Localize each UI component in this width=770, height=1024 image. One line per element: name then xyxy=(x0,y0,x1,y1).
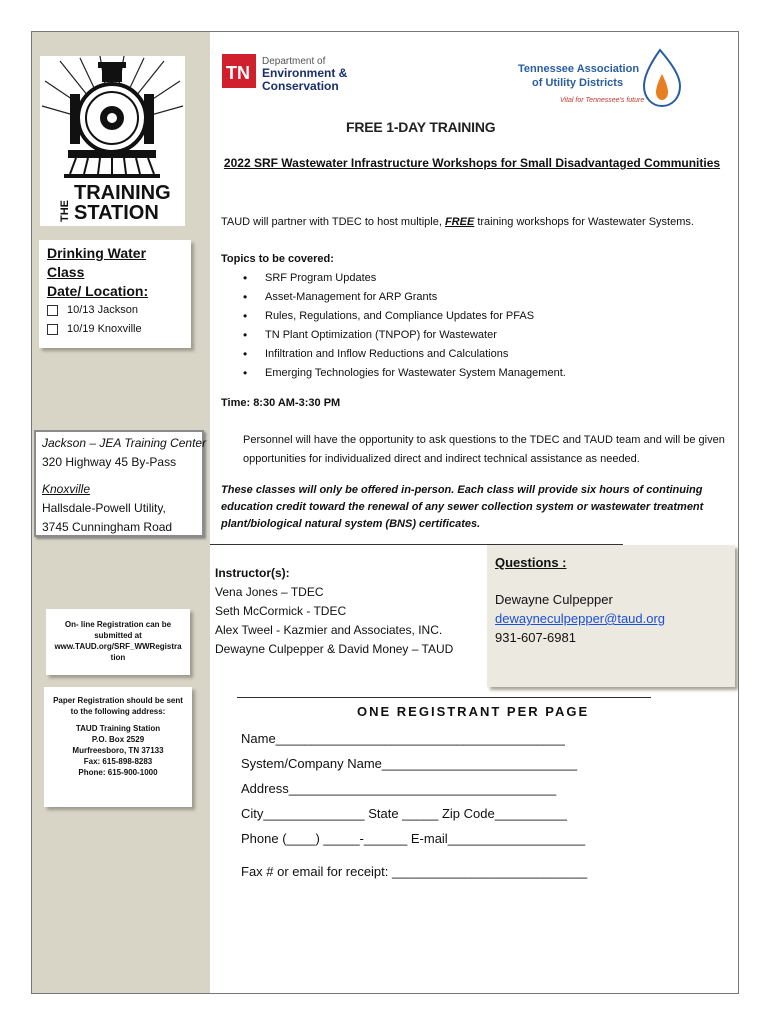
svg-text:TN: TN xyxy=(226,63,250,83)
topics-list xyxy=(243,269,566,383)
paper-addr-3: Murfreesboro, TN 37133 xyxy=(72,746,164,755)
svg-text:Environment &: Environment & xyxy=(262,66,348,80)
phone-email-field[interactable]: Phone (____) _____-______ E-mail___________________ xyxy=(241,831,586,846)
paper-line-1: Paper Registration should be sent xyxy=(53,696,183,705)
time-line: Time: 8:30 AM-3:30 PM xyxy=(221,397,341,409)
taud-state-icon xyxy=(510,44,695,116)
jackson-location-name: Jackson – JEA Training Center xyxy=(42,436,207,450)
tdec-logo xyxy=(222,50,362,106)
paper-fax: Fax: 615-898-8283 xyxy=(83,757,153,766)
taud-logo xyxy=(510,44,695,116)
instructors-heading: Instructor(s): xyxy=(215,566,290,580)
registration-form xyxy=(241,726,587,884)
tn-badge-icon xyxy=(222,50,362,106)
city-state-zip-field[interactable]: City______________ State _____ Zip Code__________ xyxy=(241,806,567,821)
train-icon xyxy=(40,56,185,226)
paper-line-2: to the following address: xyxy=(70,707,166,716)
partner-text: TAUD will partner with TDEC to host multiple, FREE training workshops for Wastewater Systems. xyxy=(221,216,694,228)
list-item: • Emerging Technologies for Wastewater System Management. xyxy=(243,364,566,383)
paper-phone: Phone: 615-900-1000 xyxy=(78,768,158,777)
personnel-text: Personnel will have the opportunity to ask questions to the TDEC and TAUD team and will be given opportunities for individualized direct and indirect technical assistance as needed. xyxy=(243,434,725,465)
knoxville-address-1: Hallsdale-Powell Utility, xyxy=(42,501,166,515)
registrant-heading: ONE REGISTRANT PER PAGE xyxy=(357,704,590,719)
paper-addr-1: TAUD Training Station xyxy=(75,724,161,733)
fax-receipt-field[interactable]: Fax # or email for receipt: ___________________________ xyxy=(241,864,588,879)
online-line-2: submitted at xyxy=(94,631,142,640)
logo-station-text: STATION xyxy=(74,202,159,224)
list-item: Dewayne Culpepper & David Money – TAUD xyxy=(215,642,454,656)
knoxville-address-2: 3745 Cunningham Road xyxy=(42,520,173,534)
free-training-title: FREE 1-DAY TRAINING xyxy=(346,119,496,135)
topics-heading: Topics to be covered: xyxy=(221,253,334,265)
name-field[interactable]: Name________________________________________ xyxy=(241,731,565,746)
option-knoxville[interactable] xyxy=(47,320,183,339)
list-item: • SRF Program Updates xyxy=(243,269,566,288)
drinking-water-class-box xyxy=(39,240,191,348)
svg-text:Vital for Tennessee's future: Vital for Tennessee's future xyxy=(560,97,645,104)
flyer-page xyxy=(31,31,739,994)
divider xyxy=(237,697,651,698)
svg-text:Department of: Department of xyxy=(262,56,326,67)
training-station-logo xyxy=(40,56,185,226)
instructors-list xyxy=(215,583,453,659)
list-item: • Rules, Regulations, and Compliance Updates for PFAS xyxy=(243,307,566,326)
list-item: Vena Jones – TDEC xyxy=(215,585,324,599)
drinking-title-2: Date/ Location: xyxy=(47,283,149,299)
checkbox-icon[interactable] xyxy=(47,324,58,335)
list-item: • Asset-Management for ARP Grants xyxy=(243,288,566,307)
logo-training-text: TRAINING xyxy=(74,182,171,204)
paper-addr-2: P.O. Box 2529 xyxy=(91,735,145,744)
option-knoxville-label: 10/19 Knoxville xyxy=(67,323,142,335)
questions-box xyxy=(487,545,735,687)
checkbox-icon[interactable] xyxy=(47,305,58,316)
contact-phone: 931-607-6981 xyxy=(495,630,576,645)
company-field[interactable]: System/Company Name___________________________ xyxy=(241,756,578,771)
online-registration-box xyxy=(46,609,190,675)
list-item: Alex Tweel - Kazmier and Associates, INC. xyxy=(215,623,443,637)
questions-title: Questions : xyxy=(495,555,567,570)
list-item: • Infiltration and Inflow Reductions and Calculations xyxy=(243,345,566,364)
list-item: • TN Plant Optimization (TNPOP) for Wastewater xyxy=(243,326,566,345)
svg-text:Tennessee Association: Tennessee Association xyxy=(518,63,640,75)
sidebar xyxy=(32,32,210,993)
list-item: Seth McCormick - TDEC xyxy=(215,604,347,618)
logo-the-text: THE xyxy=(59,200,71,222)
workshop-title: 2022 SRF Wastewater Infrastructure Workshops for Small Disadvantaged Communities xyxy=(223,156,721,170)
contact-email-link[interactable]: dewayneculpepper@taud.org xyxy=(495,611,666,626)
online-line-4: tion xyxy=(110,653,126,662)
option-jackson[interactable] xyxy=(47,301,183,320)
option-jackson-label: 10/13 Jackson xyxy=(67,304,138,316)
in-person-notice: These classes will only be offered in-person. Each class will provide six hours of continuing education credit toward the renewal of any sewer collection system or wastewater treatment plant/biological natural system (BNS) certificates. xyxy=(221,484,704,530)
jackson-address: 320 Highway 45 By-Pass xyxy=(42,455,177,469)
locations-box xyxy=(34,430,207,537)
svg-text:Conservation: Conservation xyxy=(262,79,339,93)
online-line-1: On- line Registration can be xyxy=(64,620,172,629)
address-field[interactable]: Address_____________________________________ xyxy=(241,781,557,796)
knoxville-location-name: Knoxville xyxy=(42,482,91,496)
contact-name: Dewayne Culpepper xyxy=(495,592,613,607)
paper-registration-box xyxy=(44,687,192,807)
online-url[interactable]: www.TAUD.org/SRF_WWRegistra xyxy=(54,642,182,651)
svg-text:of Utility Districts: of Utility Districts xyxy=(532,77,624,89)
drinking-title-1: Drinking Water Class xyxy=(47,245,147,280)
spacer xyxy=(241,851,587,859)
